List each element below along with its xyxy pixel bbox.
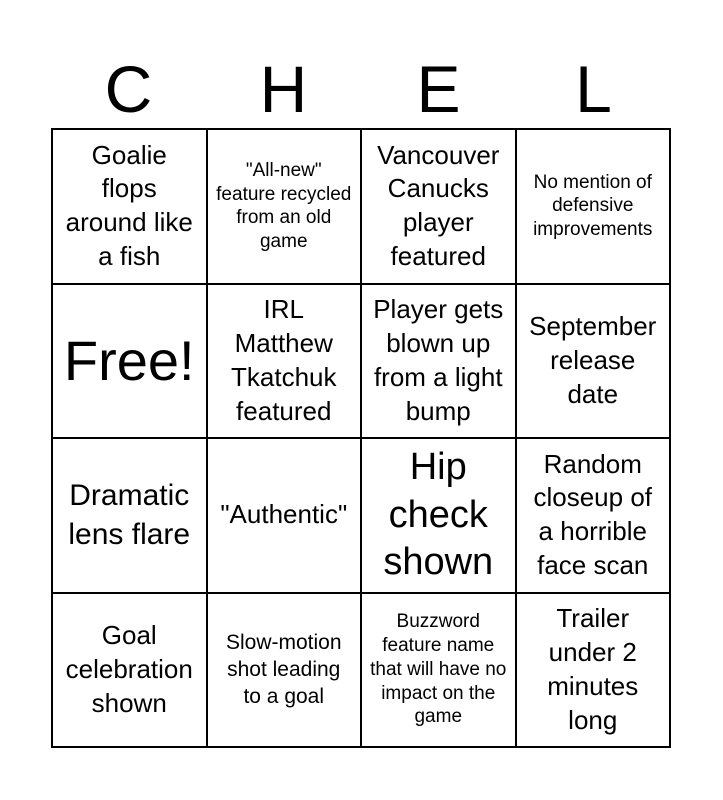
bingo-cell[interactable]: "All-new" feature recycled from an old game	[208, 130, 363, 285]
bingo-cell[interactable]: "Authentic"	[208, 439, 363, 594]
bingo-cell[interactable]: Random closeup of a horrible face scan	[517, 439, 672, 594]
bingo-cell[interactable]: Dramatic lens flare	[53, 439, 208, 594]
bingo-cell[interactable]: No mention of defensive improvements	[517, 130, 672, 285]
bingo-free-cell[interactable]: Free!	[53, 285, 208, 440]
bingo-header	[51, 50, 671, 128]
header-letter-l: L	[575, 52, 612, 126]
header-letter-c: C	[104, 52, 153, 126]
header-letter-h: H	[259, 52, 308, 126]
bingo-cell[interactable]: September release date	[517, 285, 672, 440]
bingo-cell[interactable]: Goalie flops around like a fish	[53, 130, 208, 285]
bingo-cell[interactable]: Trailer under 2 minutes long	[517, 594, 672, 749]
header-letter-e: E	[416, 52, 461, 126]
bingo-board	[51, 128, 671, 748]
bingo-cell[interactable]: Buzzword feature name that will have no impact on the game	[362, 594, 517, 749]
bingo-cell[interactable]: Slow-motion shot leading to a goal	[208, 594, 363, 749]
bingo-cell[interactable]: Player gets blown up from a light bump	[362, 285, 517, 440]
bingo-cell[interactable]: Hip check shown	[362, 439, 517, 594]
bingo-cell[interactable]: IRL Matthew Tkatchuk featured	[208, 285, 363, 440]
bingo-cell[interactable]: Vancouver Canucks player featured	[362, 130, 517, 285]
bingo-cell[interactable]: Goal celebration shown	[53, 594, 208, 749]
